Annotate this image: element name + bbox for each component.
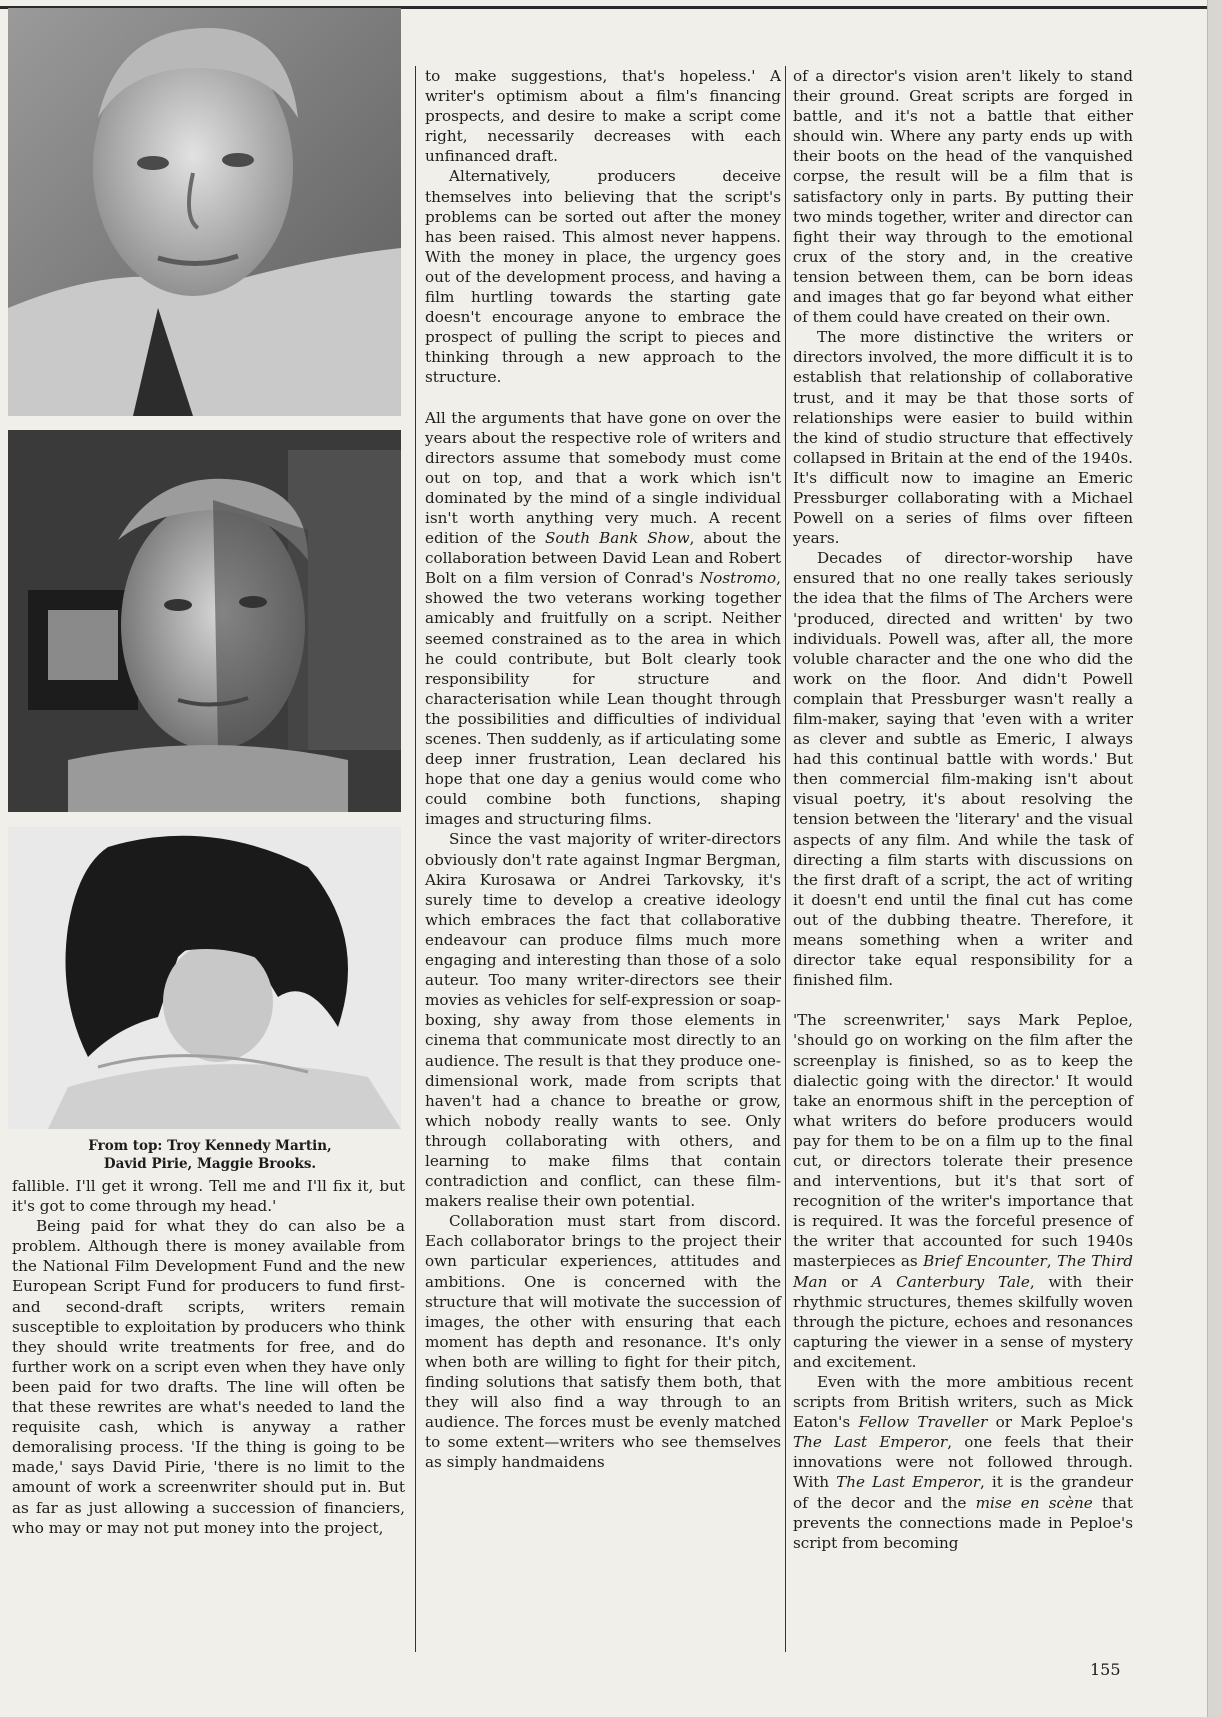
column-rule-1 (415, 66, 416, 1652)
portrait-maggie-brooks (8, 827, 401, 1129)
portrait-troy-kennedy-martin (8, 8, 401, 416)
column-1 (12, 1176, 405, 1538)
page-edge (1207, 0, 1222, 1717)
col1-paragraph-1: fallible. I'll get it wrong. Tell me and I'll fix it, but it's got to come through my head.' (12, 1177, 405, 1216)
title-south-bank-show: South Bank Show (544, 529, 690, 548)
column-3 (793, 66, 1133, 1553)
title-a-canterbury-tale: A Canterbury Tale (871, 1272, 1030, 1291)
column-2 (425, 66, 781, 1472)
caption-line-2: David Pirie, Maggie Brooks. (103, 1156, 317, 1172)
col3-paragraph-3: Decades of director-worship have ensured that no one really takes seriously the idea that the films of The Archers were 'produced, directed and written' by two individuals. Powell was, after all, the more voluble character and the one who did the work on the floor. And didn't Powell complain that Pressburger wasn't really a film-maker, saying that 'even with a writer as clever and subtle as Emeric, I always had this continual battle with words.' But then commercial film-making isn't about visual poetry, it's about resolving the tension between the 'literary' and the visual aspects of any film. And while the task of directing a film starts with discussions on the first draft of a script, the act of writing it doesn't end until the final cut has come out of the dubbing theatre. Therefore, it means something when a writer and director take equal responsibility for a finished film. (793, 549, 1133, 990)
title-the-last-emperor-2: The Last Emperor (836, 1473, 980, 1492)
col2-paragraph-1: to make suggestions, that's hopeless.' A writer's optimism about a film's financing prospects, and desire to make a script come right, necessarily decreases with each unfinanced draft. (425, 67, 781, 166)
col3-paragraph-2: The more distinctive the writers or directors involved, the more difficult it is to establish that relationship of collaborative trust, and it may be that those sorts of relationships were easier to build within the kind of studio structure that effectively collapsed in Britain at the end of the 1940s. It's difficult now to imagine an Emeric Pressburger collaborating with a Michael Powell on a series of films over fifteen years. (793, 328, 1133, 548)
col2-paragraph-3: All the arguments that have gone on over the years about the respective role of writers and directors assume that somebody must come out on top, and that a work which isn't dominated by the mind of a single individual isn't worth anything very much. A recent edition of the South Bank Show, about the collaboration between David Lean and Robert Bolt on a film version of Conrad's Nostromo, showed the two veterans working together amicably and fruitfully on a script. Neither seemed constrained as to the area in which he could contribute, but Bolt clearly took responsibility for structure and characterisation while Lean thought through the possibilities and difficulties of individual scenes. Then suddenly, as if articulating some deep inner frustration, Lean declared his hope that one day a genius would come who could combine both functions, shaping images and structuring films. (425, 408, 781, 829)
title-nostromo: Nostromo (699, 569, 777, 588)
page-number: 155 (1090, 1660, 1121, 1679)
title-fellow-traveller: Fellow Traveller (858, 1413, 988, 1432)
col3-paragraph-5: Even with the more ambitious recent scripts from British writers, such as Mick Eaton's Fellow Traveller or Mark Peploe's The Last Emperor, one feels that their innovations were not followed through. With The Last Emperor, it is the grandeur of the decor and the mise en scène that prevents the connections made in Peploe's script from becoming (793, 1373, 1133, 1552)
caption-line-1: From top: Troy Kennedy Martin, (88, 1138, 332, 1154)
col2-paragraph-2: Alternatively, producers deceive themselves into believing that the script's problems can be sorted out after the money has been raised. This almost never happens. With the money in place, the urgency goes out of the development process, and having a film hurtling towards the starting gate doesn't encourage anyone to embrace the prospect of pulling the script to pieces and thinking through a new approach to the structure. (425, 167, 781, 387)
term-mise-en-scene: mise en scène (975, 1493, 1093, 1512)
col3-paragraph-4: 'The screenwriter,' says Mark Peploe, 'should go on working on the film after the screenplay is finished, so as to keep the dialectic going with the director.' It would take an enormous shift in the perception of what writers do before producers would pay for them to be on a film up to the final cut, or directors tolerate their presence and interventions, but it's that sort of recognition of the writer's importance that is required. It was the forceful presence of the writer that accounted for such 1940s masterpieces as Brief Encounter, The Third Man or A Canterbury Tale, with their rhythmic structures, themes skilfully woven through the picture, echoes and resonances capturing the viewer in a sense of mystery and excitement. (793, 1011, 1134, 1371)
title-the-last-emperor: The Last Emperor (793, 1433, 948, 1452)
title-brief-encounter: Brief Encounter (923, 1252, 1047, 1271)
col3-paragraph-1: of a director's vision aren't likely to stand their ground. Great scripts are forged in battle, and it's not a battle that either should win. Where any party ends up with their boots on the head of the vanquished corpse, the result will be a film that is satisfactory only in parts. By putting their two minds together, writer and director can fight their way through to the emotional crux of the story and, in the creative tension between them, can be born ideas and images that go far beyond what either of them could have created on their own. (793, 67, 1133, 327)
title-the-third-man: The Third Man (793, 1252, 1133, 1291)
portrait-david-pirie (8, 430, 401, 812)
col2-paragraph-4: Since the vast majority of writer-directors obviously don't rate against Ingmar Bergman, Akira Kurosawa or Andrei Tarkovsky, it's surely time to develop a creative ideology which embraces the fact that collaborative endeavour can produce films much more engaging and interesting than those of a solo auteur. Too many writer-directors see their movies as vehicles for self-expression or soap-boxing, shy away from those elements in cinema that communicate most directly to an audience. The result is that they produce one-dimensional work, made from scripts that haven't had a chance to breathe or grow, which nobody really wants to see. Only through collaborating with others, and learning to make films that contain contradiction and conflict, can these film-makers realise their own potential. (425, 830, 781, 1211)
column-rule-2 (785, 66, 786, 1652)
photo-caption (70, 1137, 350, 1173)
col2-paragraph-5: Collaboration must start from discord. Each collaborator brings to the project their own particular experiences, attitudes and ambitions. One is concerned with the structure that will motivate the succession of images, the other with ensuring that each moment has depth and resonance. It's only when both are willing to fight for their pitch, finding solutions that satisfy them both, that they will also find a way through to an audience. The forces must be evenly matched to some extent—writers who see themselves as simply handmaidens (425, 1212, 781, 1472)
col1-paragraph-2: Being paid for what they do can also be a problem. Although there is money available from the National Film Development Fund and the new European Script Fund for producers to fund first- and second-draft scripts, writers remain susceptible to exploitation by producers who think they should write treatments for free, and do further work on a script even when they have only been paid for two drafts. The line will often be that these rewrites are what's needed to land the requisite cash, which is anyway a rather demoralising process. 'If the thing is going to be made,' says David Pirie, 'there is no limit to the amount of work a screenwriter should put in. But as far as just allowing a succession of financiers, who may or may not put money into the project, (12, 1217, 405, 1537)
